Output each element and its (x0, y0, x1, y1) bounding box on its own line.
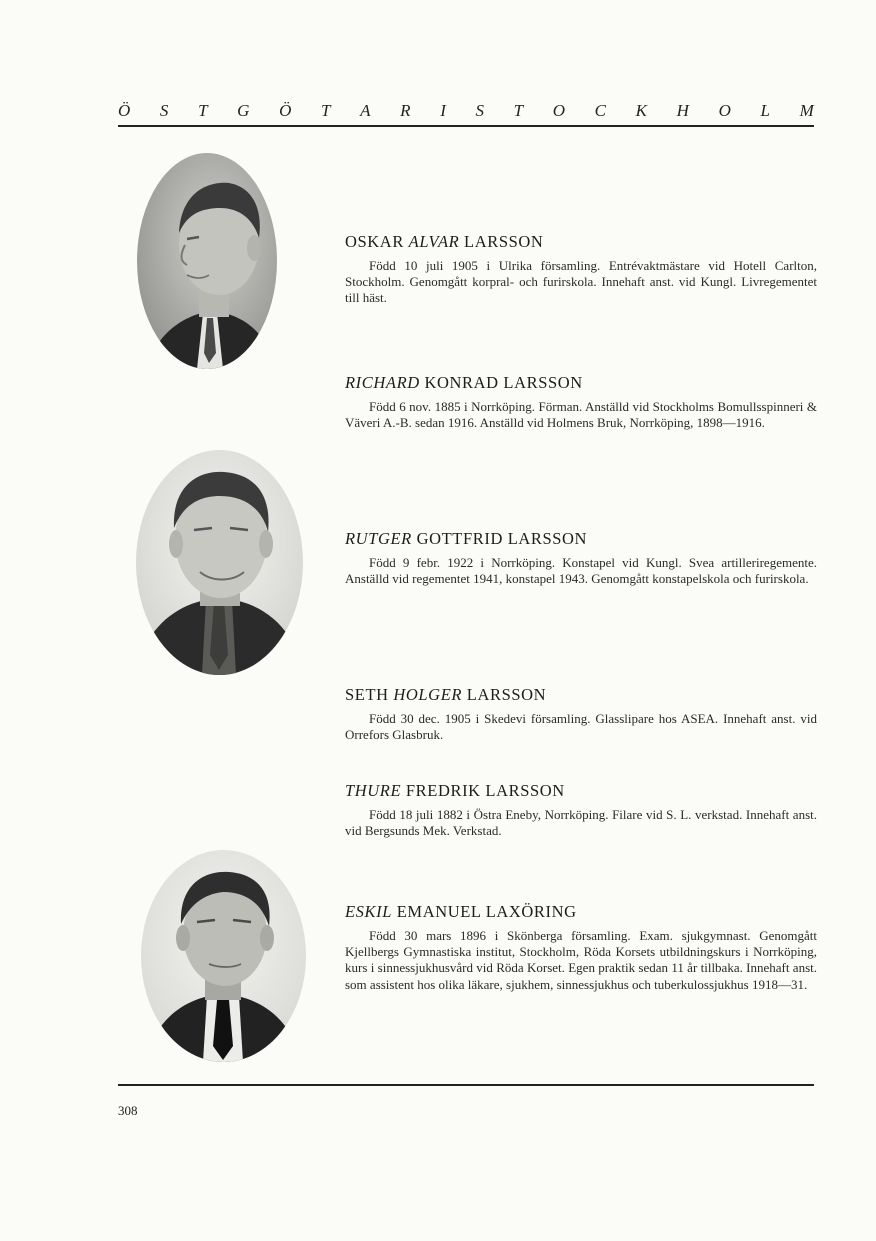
running-header (118, 97, 814, 121)
name-part-italic: RICHARD (345, 373, 420, 392)
header-letter: Ö (279, 101, 292, 120)
person-name (345, 902, 817, 922)
biography-text: Född 6 nov. 1885 i Norrköping. Förman. Anställd vid Stockholms Bomullsspinneri & Väveri A.-B. sedan 1916. Anställd vid Holmens Bruk, Norrköping, 1898—1916. (345, 399, 817, 431)
portrait-photo (141, 850, 306, 1062)
name-part: OSKAR (345, 232, 409, 251)
person-name (345, 373, 817, 393)
biography-entry (345, 685, 817, 743)
header-letter: S (159, 101, 169, 120)
name-part-italic: ESKIL (345, 902, 393, 921)
biography-entry (345, 781, 817, 839)
header-letter: M (799, 101, 814, 120)
person-name (345, 685, 817, 705)
biography-text: Född 10 juli 1905 i Ulrika församling. Entrévaktmästare vid Hotell Carlton, Stockholm. Genomgått korpral- och furirskola. Innehaft anst. vid Kungl. Livregementet till häst. (345, 258, 817, 306)
header-letter: K (635, 101, 647, 120)
biography-text: Född 9 febr. 1922 i Norrköping. Konstapel vid Kungl. Svea artilleriregemente. Anställd vid regementet 1941, konstapel 1943. Genomgått konstapelskola och furirskola. (345, 555, 817, 587)
biography-entry (345, 902, 817, 993)
biography-entry (345, 373, 817, 431)
header-letter: R (400, 101, 411, 120)
name-part: SETH (345, 685, 394, 704)
header-letter: H (676, 101, 689, 120)
biography-entry (345, 529, 817, 587)
name-part-italic: RUTGER (345, 529, 412, 548)
header-letter: T (513, 101, 524, 120)
name-part: KONRAD LARSSON (419, 373, 583, 392)
portrait-photo (136, 450, 303, 675)
name-part: FREDRIK LARSSON (401, 781, 565, 800)
header-letter: O (718, 101, 731, 120)
header-letter: Ö (118, 101, 131, 120)
header-letter: L (760, 101, 770, 120)
header-letter: G (237, 101, 250, 120)
name-part: GOTTFRID LARSSON (411, 529, 588, 548)
person-name (345, 781, 817, 801)
header-letter: O (552, 101, 566, 120)
header-letter: T (198, 101, 208, 120)
biography-entry (345, 232, 817, 307)
portrait-photo (137, 153, 277, 369)
biography-text: Född 30 dec. 1905 i Skedevi församling. Glasslipare hos ASEA. Innehaft anst. vid Orrefors Glasbruk. (345, 711, 817, 743)
header-letter: I (440, 101, 446, 120)
person-name (345, 232, 817, 252)
person-name (345, 529, 817, 549)
name-part-italic: ALVAR (408, 232, 460, 251)
name-part: LARSSON (462, 685, 547, 704)
name-part-italic: THURE (345, 781, 402, 800)
header-rule (118, 125, 814, 127)
header-letter: S (475, 101, 484, 120)
biography-text: Född 30 mars 1896 i Skönberga församling. Exam. sjukgymnast. Genomgått Kjellbergs Gymnastiska institut, Stockholm, Röda Korsets utbildningskurs i Norrköping, kurs i sinnessjukhusvård vid Röda Korset. Egen praktik sedan 11 år tillbaka. Innehaft anst. som assistent hos olika läkare, sjukhem, sinnessjukhus och tuberkulossjukhus 1918—31. (345, 928, 817, 992)
footer-rule (118, 1084, 814, 1086)
name-part: EMANUEL LAXÖRING (392, 902, 577, 921)
biography-text: Född 18 juli 1882 i Östra Eneby, Norrköping. Filare vid S. L. verkstad. Innehaft anst. vid Bergsunds Mek. Verkstad. (345, 807, 817, 839)
page-number: 308 (118, 1103, 138, 1118)
header-letter: A (360, 101, 371, 120)
name-part: LARSSON (459, 232, 544, 251)
name-part-italic: HOLGER (393, 685, 463, 704)
header-letter: T (321, 101, 331, 120)
header-letter: C (594, 101, 607, 120)
